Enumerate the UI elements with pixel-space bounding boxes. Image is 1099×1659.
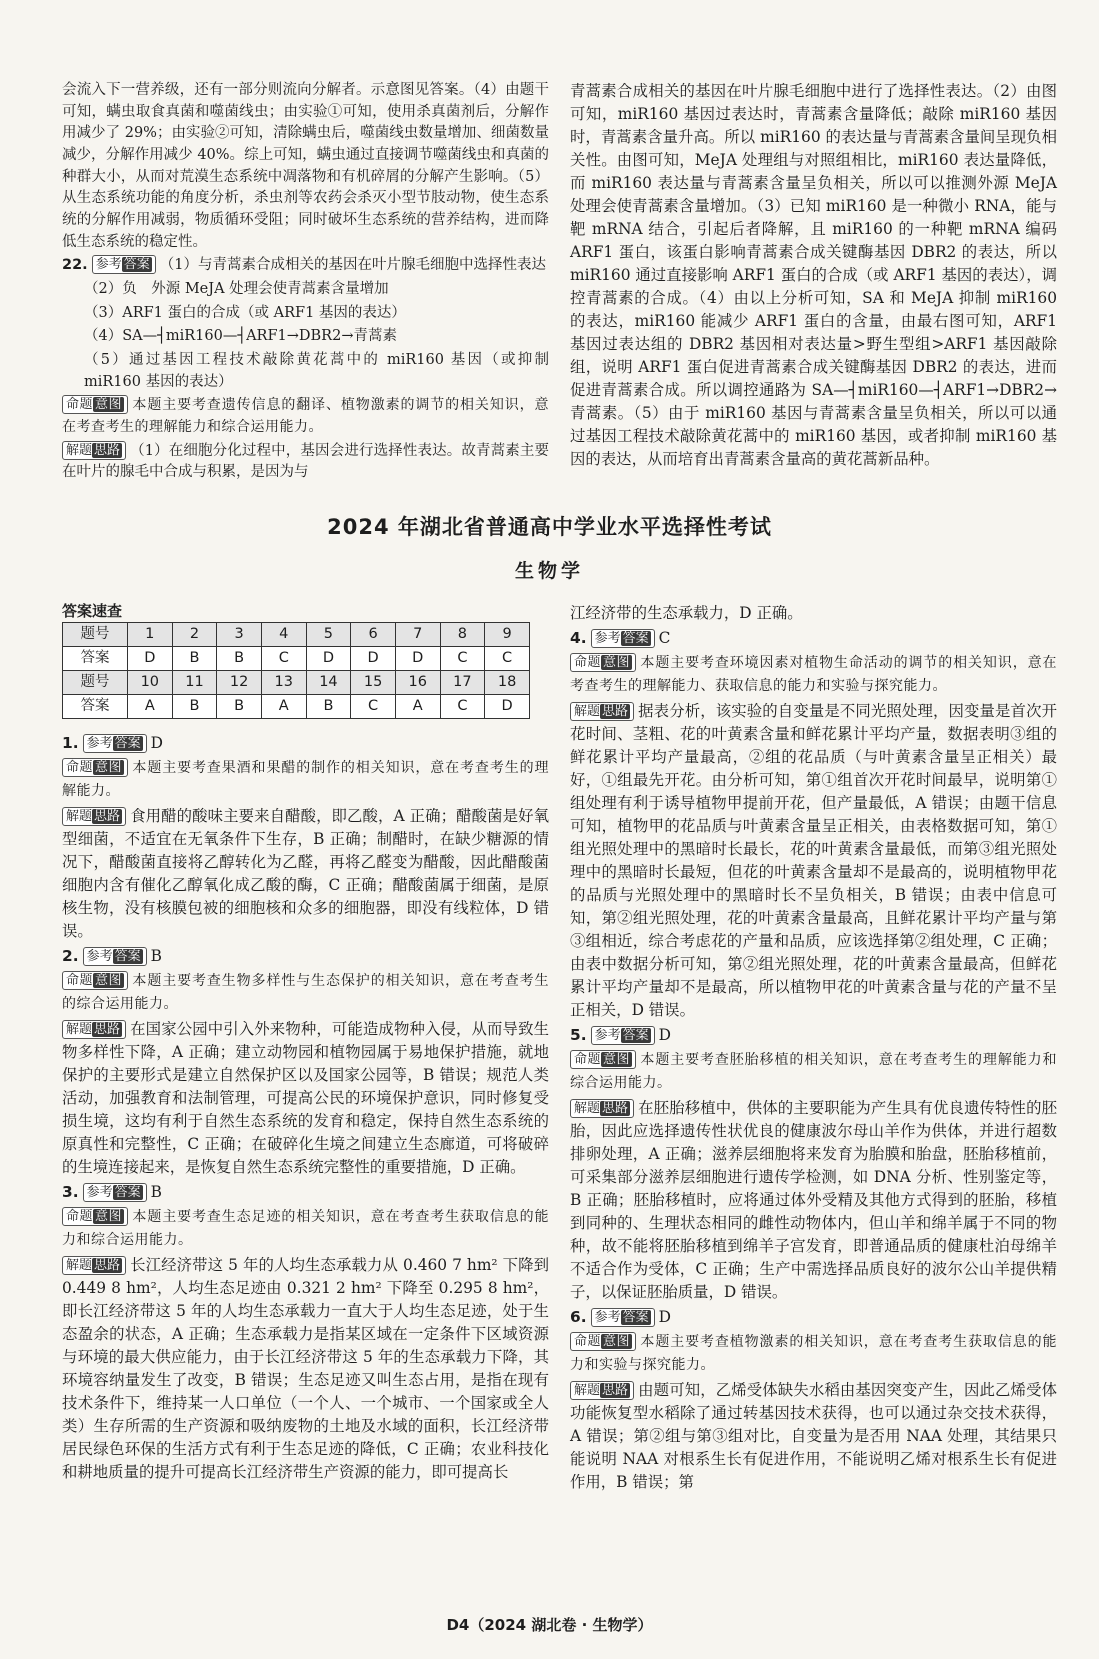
intent-tag: 命题 意图 [62,395,128,414]
q2-intent: 本题主要考查生物多样性与生态保护的相关知识，意在考查考生的综合运用能力。 [62,973,549,1012]
intent-tag: 命题 意图 [570,653,636,672]
reference-answer-tag: 参考 答案 [92,255,156,274]
q6-answer: D [658,1308,671,1326]
q6-intent: 本题主要考查植物激素的相关知识，意在考查考生获取信息的能力和实验与探究能力。 [570,1334,1057,1373]
idea-tag: 解题 思路 [570,1099,634,1118]
top-right-column [570,80,1057,471]
q22-answer-2: （2）负 外源 MeJA 处理会使青蒿素含量增加 [84,280,389,297]
idea-tag: 解题 思路 [570,702,634,721]
q21-explanation-end: 会流入下一营养级，还有一部分则流向分解者。示意图见答案。（4）由题干可知，螨虫取食真菌和噬菌线虫；由实验①可知，使用杀真菌剂后，分解作用减少了 29%；由实验②可知，清除螨虫后，噬菌线虫数量增加、细菌数量减少，分解作用减少 40%。综上可知，螨虫通过直接调节噬菌线虫和真菌的种群大小，从而对荒漠生态系统中凋落物和有机碎屑的分解产生影响。（5）从生态系统功能的角度分析，杀虫剂等农药会杀灭小型节肢动物，使生态系统的分解作用减弱，物质循环受阻；同时破坏生态系统的营养结构，进而降低生态系统的稳定性。 [62,82,549,250]
q22-answer-block [62,255,549,484]
idea-tag: 解题 思路 [62,1256,126,1275]
bottom-left-column [62,730,549,1486]
q5-answer: D [658,1026,671,1044]
q22-answer-1: （1）与青蒿素合成相关的基因在叶片腺毛细胞中选择性表达 [159,257,546,274]
bottom-right-column [570,600,1057,1496]
page-footer: D4（2024 湖北卷 · 生物学） [446,1616,653,1634]
quick-answer-table [62,622,530,719]
q4-number: 4. [570,629,587,647]
q3-number: 3. [62,1183,79,1201]
exam-title: 2024 年湖北省普通高中学业水平选择性考试 [327,515,772,539]
top-left-column [62,80,549,486]
q2-answer: B [150,947,162,965]
intent-tag: 命题 意图 [62,1207,128,1226]
q1-number: 1. [62,734,79,752]
reference-answer-tag: 参考 答案 [591,1308,655,1327]
q1-intent: 本题主要考查果酒和果醋的制作的相关知识，意在考查考生的理解能力。 [62,760,549,799]
q6-number: 6. [570,1308,587,1326]
q22-answer-3: （3）ARF1 蛋白的合成（或 ARF1 基因的表达） [84,304,406,321]
q5-number: 5. [570,1026,587,1044]
intent-tag: 命题 意图 [62,758,128,777]
q4-answer: C [658,629,671,647]
intent-tag: 命题 意图 [570,1332,636,1351]
subject-title: 生物学 [514,560,584,582]
q22-explanation-cont: 青蒿素合成相关的基因在叶片腺毛细胞中进行了选择性表达。（2）由图可知，miR160 基因过表达时，青蒿素含量降低；敲除 miR160 基因时，青蒿素含量升高。所以 miR160 的表达量与青蒿素含量间呈现负相关性。由图可知，MeJA 处理组与对照组相比，miR160 表达量降低，而 miR160 表达量与青蒿素含量呈负相关，所以可以推测外源 MeJA 处理会使青蒿素含量增加。（3）已知 miR160 是一种微小 RNA，能与靶 mRNA 结合，引起后者降解，且 miR160 的一种靶 mRNA 编码 ARF1 蛋白，该蛋白影响青蒿素合成关键酶基因 DBR2 的表达，所以 miR160 通过直接影响 ARF1 蛋白的合成（或 ARF1 基因的表达），调控青蒿素的合成。（4）由以上分析可知，SA 和 MeJA 抑制 miR160 的表达，miR160 能减少 ARF1 蛋白的含量，由最右图可知，ARF1 基因过表达组的 DBR2 基因相对表达量>野生型组>ARF1 基因敲除组，说明 ARF1 蛋白促进青蒿素合成关键酶基因 DBR2 的表达，进而促进青蒿素合成。所以调控通路为 SA—┤miR160—┤ARF1→DBR2→青蒿素。（5）由于 miR160 基因与青蒿素含量呈负相关，所以可以通过基因工程技术敲除黄花蒿中的 miR160 基因，或者抑制 miR160 基因的表达，从而培育出青蒿素含量高的黄花蒿新品种。 [570,82,1057,468]
q22-answer-4: （4）SA—┤miR160—┤ARF1→DBR2→青蒿素 [84,328,397,345]
q3-answer: B [150,1183,162,1201]
reference-answer-tag: 参考 答案 [83,947,147,966]
intent-tag: 命题 意图 [570,1050,636,1069]
q5-idea: 在胚胎移植中，供体的主要职能为产生具有优良遗传特性的胚胎，因此应选择遗传性状优良的健康波尔母山羊作为供体，并进行超数排卵处理，A 正确；滋养层细胞将来发育为胎膜和胎盘，胚胎移植前，可采集部分滋养层细胞进行遗传学检测，如 DNA 分析、性别鉴定等，B 正确；胚胎移植时，应将通过体外受精及其他方式得到的胚胎，移植到同种的、生理状态相同的雌性动物体内，但山羊和绵羊属于不同的物种，故不能将胚胎移植到绵羊子宫发育，即普通品质的健康杜泊母绵羊不适合作为受体，C 正确；生产中需选择品质良好的波尔公山羊提供精子，以保证胚胎质量，D 错误。 [570,1099,1057,1301]
idea-tag: 解题 思路 [62,1020,126,1039]
reference-answer-tag: 参考 答案 [83,1183,147,1202]
reference-answer-tag: 参考 答案 [83,734,147,753]
table-row: 答案 D B B C D D D C C [63,647,530,671]
reference-answer-tag: 参考 答案 [591,1026,655,1045]
q4-idea: 据表分析，该实验的自变量是不同光照处理，因变量是首次开花时间、茎粗、花的叶黄素含量和鲜花累计平均产量，数据表明③组的鲜花累计平均产量最高，②组的花品质（与叶黄素含量呈正相关）最好，①组最先开花。由分析可知，第①组首次开花时间最早，说明第①组处理有利于诱导植物甲提前开花，但产量最低，A 错误；由题干信息可知，植物甲的花品质与叶黄素含量呈正相关，由表格数据可知，第①组光照处理中的黑暗时长最长，花的叶黄素含量最低，而第③组光照处理中的黑暗时长最短，但花的叶黄素含量却不是最高的，说明植物甲花的品质与光照处理中的黑暗时长不呈负相关，B 错误；由表中信息可知，第②组光照处理，花的叶黄素含量最高，且鲜花累计平均产量与第③组相近，综合考虑花的产量和品质，应该选择第②组处理，C 正确；由表中数据分析可知，第②组光照处理，花的叶黄素含量最高，但鲜花累计平均产量却不是最高，所以植物甲花的叶黄素含量与花的产量不呈正相关，D 错误。 [570,702,1057,1019]
q3-idea: 长江经济带这 5 年的人均生态承载力从 0.460 7 hm² 下降到 0.449 8 hm²，人均生态足迹由 0.321 2 hm² 下降至 0.295 8 hm²，即长江经济带这 5 年的人均生态承载力一直大于人均生态足迹，处于生态盈余的状态，A 正确；生态承载力是指某区域在一定条件下区域资源与环境的最大供应能力，由于长江经济带这 5 年的生态承载力下降，其环境容纳量发生了改变，B 错误；生态足迹又叫生态占用，是指在现有技术条件下，维持某一人口单位（一个人、一个城市、一个国家或全人类）生存所需的生产资源和吸纳废物的土地及水域的面积，长江经济带居民绿色环保的生活方式有利于生态足迹的降低，C 正确；农业科技化和耕地质量的提升可提高长江经济带生产资源的能力，即可提高长 [62,1256,549,1481]
q22-number: 22. [62,257,88,274]
q22-answer-5: （5）通过基因工程技术敲除黄花蒿中的 miR160 基因（或抑制 miR160 基因的表达） [84,351,549,390]
q5-intent: 本题主要考查胚胎移植的相关知识，意在考查考生的理解能力和综合运用能力。 [570,1052,1057,1091]
reference-answer-tag: 参考 答案 [591,629,655,648]
table-row: 题号 10 11 12 13 14 15 16 17 18 [63,671,530,695]
q3-explanation-cont: 江经济带的生态承载力，D 正确。 [570,604,803,622]
intent-tag: 命题 意图 [62,971,128,990]
quick-answer-label: 答案速查 [62,602,123,620]
q1-idea: 食用醋的酸味主要来自醋酸，即乙酸，A 正确；醋酸菌是好氧型细菌，不适宜在无氧条件下生存，B 正确；制醋时，在缺少糖源的情况下，醋酸菌直接将乙醇转化为乙醛，再将乙醛变为醋酸，因此醋酸菌细胞内含有催化乙醇氧化成乙酸的酶，C 正确；醋酸菌属于细菌，是原核生物，没有核膜包被的细胞核和众多的细胞器，即没有线粒体，D 错误。 [62,807,549,940]
table-row: 题号 1 2 3 4 5 6 7 8 9 [63,623,530,647]
q4-intent: 本题主要考查环境因素对植物生命活动的调节的相关知识，意在考查考生的理解能力、获取信息的能力和实验与探究能力。 [570,655,1057,694]
idea-tag: 解题 思路 [62,441,126,460]
q3-intent: 本题主要考查生态足迹的相关知识，意在考查考生获取信息的能力和综合运用能力。 [62,1209,549,1248]
q2-idea: 在国家公园中引入外来物种，可能造成物种入侵，从而导致生物多样性下降，A 正确；建立动物园和植物园属于易地保护措施，就地保护的主要形式是建立自然保护区以及国家公园等，B 错误；规范人类活动，加强教育和法制管理，可提高公民的环境保护意识，同时修复受损生境，这均有利于自然生态系统的发育和稳定，保持自然生态系统的原真性和完整性，C 正确；在破碎化生境之间建立生态廊道，可将破碎的生境连接起来，是恢复自然生态系统完整性的重要措施，D 正确。 [62,1020,549,1176]
q22-intent: 本题主要考查遗传信息的翻译、植物激素的调节的相关知识，意在考查考生的理解能力和综合运用能力。 [62,397,549,435]
q2-number: 2. [62,947,79,965]
q1-answer: D [150,734,163,752]
table-row: 答案 A B B A B C A C D [63,695,530,719]
q6-idea: 由题可知，乙烯受体缺失水稻由基因突变产生，因此乙烯受体功能恢复型水稻除了通过转基因技术获得，也可以通过杂交技术获得，A 错误；第②组与第③组对比，自变量为是否用 NAA 处理，其结果只能说明 NAA 对根系生长有促进作用，不能说明乙烯对根系生长有促进作用，B 错误；第 [570,1381,1057,1491]
idea-tag: 解题 思路 [570,1381,634,1400]
idea-tag: 解题 思路 [62,807,126,826]
q22-idea: （1）在细胞分化过程中，基因会进行选择性表达。故青蒿素主要在叶片的腺毛中合成与积累，是因为与 [62,442,549,481]
